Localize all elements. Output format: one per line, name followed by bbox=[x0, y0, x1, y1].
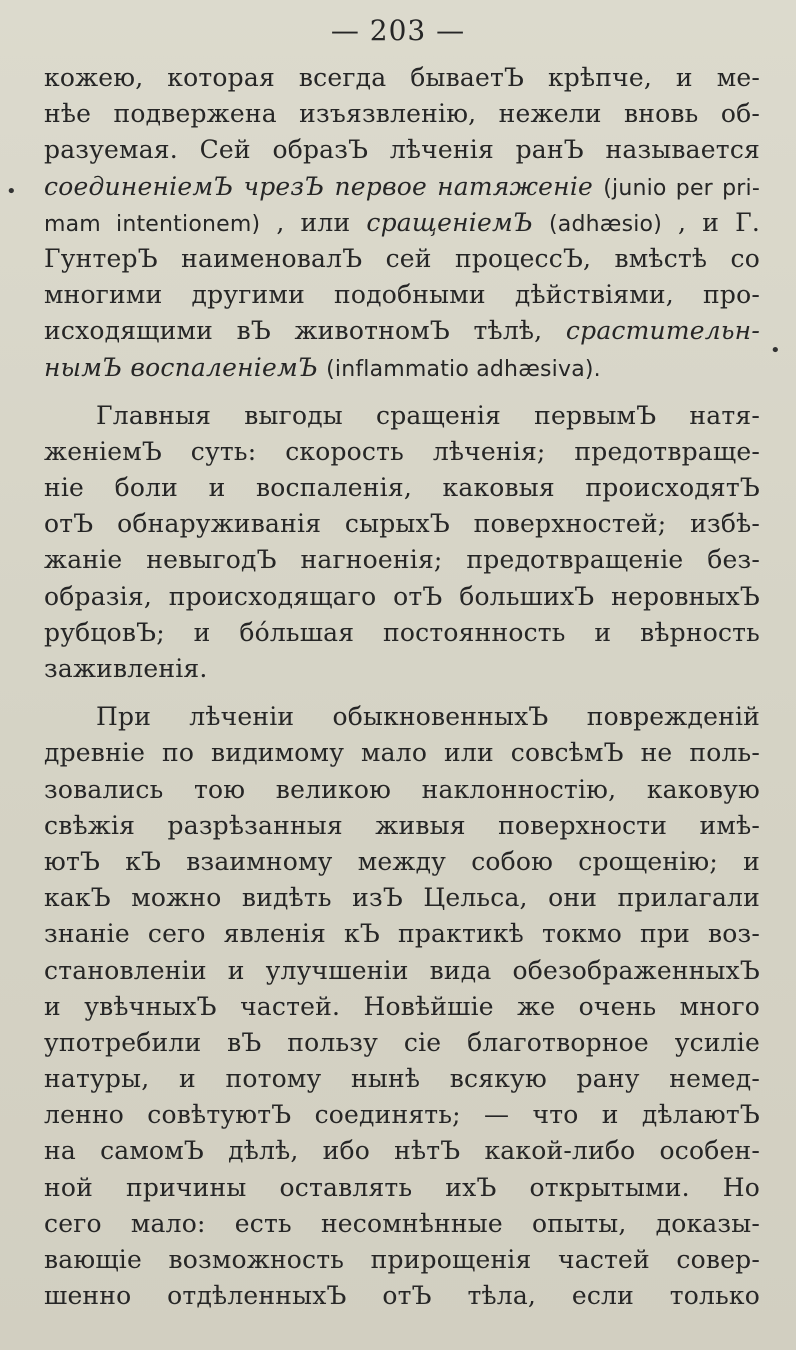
text-fragment: исходящими вЪ животномЪ тѣлѣ, bbox=[44, 316, 543, 346]
text-line: женіемЪ суть: скорость лѣченія; предотвраще- bbox=[44, 436, 760, 466]
text-line: какЪ можно видѣть изЪ Цельса, они прилагали bbox=[44, 883, 760, 913]
text-line: вающіе возможность прирощенія частей совер- bbox=[44, 1245, 760, 1274]
latin-term: (adhæsio) bbox=[549, 211, 662, 237]
text-line: шенно отдѣленныхЪ отЪ тѣла, если только bbox=[44, 1281, 760, 1311]
page-number: — 203 — bbox=[330, 14, 466, 47]
italic-term: сращеніемЪ bbox=[366, 207, 533, 237]
latin-term: (junio per pri- bbox=[603, 175, 760, 201]
text-line: отЪ обнаруживанія сырыхЪ поверхностей; избѣ- bbox=[44, 509, 760, 539]
text-line: ніе боли и воспаленія, каковыя происходятЪ bbox=[44, 473, 760, 503]
margin-mark: • bbox=[6, 181, 17, 202]
text-line: жаніе невыгодЪ нагноенія; предотвращеніе без- bbox=[44, 545, 760, 575]
italic-term: срастительн- bbox=[565, 316, 760, 346]
text-fragment: , или bbox=[276, 207, 351, 237]
text-line: ГунтерЪ наименовалЪ сей процессЪ, вмѣстѣ со bbox=[44, 243, 760, 273]
text-line: и увѣчныхЪ частей. Новѣйшіе же очень много bbox=[44, 991, 760, 1021]
text-line: ленно совѣтуютЪ соединять; — что и дѣлаютЪ bbox=[44, 1100, 760, 1130]
text-line: образія, происходящаго отЪ большихЪ неровныхЪ bbox=[44, 581, 760, 611]
latin-term: (inflammatio adhæsiva). bbox=[326, 356, 601, 382]
text-line: становленіи и улучшеніи вида обезображенныхЪ bbox=[44, 955, 760, 985]
text-line: употребили вЪ пользу сіе благотворное усиліе bbox=[44, 1027, 760, 1057]
text-line: зовались тою великою наклонностію, каковую bbox=[44, 774, 760, 804]
paragraph-gap bbox=[44, 687, 760, 699]
text-line: ной причины оставлять ихЪ открытыми. Но bbox=[44, 1172, 760, 1202]
paragraph-first-line: Главныя выгоды сращенія первымЪ натя- bbox=[96, 400, 760, 430]
paragraph-gap bbox=[44, 386, 760, 398]
text-line: заживленія. bbox=[44, 654, 208, 683]
latin-term: mam intentionem) bbox=[44, 211, 261, 237]
text-line: свѣжія разрѣзанныя живыя поверхности имѣ- bbox=[44, 810, 760, 840]
text-fragment: , и Г. bbox=[678, 207, 761, 237]
text-line: многими другими подобными дѣйствіями, про- bbox=[44, 280, 760, 310]
text-line: знаніе сего явленія кЪ практикѣ токмо при воз- bbox=[44, 919, 760, 949]
text-line: кожею, которая всегда бываетЪ крѣпче, и ме- bbox=[44, 63, 760, 92]
text-line bbox=[44, 169, 760, 205]
text-line: рубцовЪ; и бо́льшая постоянность и вѣрность bbox=[44, 617, 760, 647]
text-line: ютЪ кЪ взаимному между собою срощенію; и bbox=[44, 846, 760, 876]
text-line: нѣе подвержена изъязвленію, нежели вновь об- bbox=[44, 99, 760, 129]
paragraph-first-line: При лѣченіи обыкновенныхЪ поврежденій bbox=[96, 702, 760, 732]
text-line: древніе по видимому мало или совсѣмЪ не поль- bbox=[44, 738, 760, 768]
text-line: натуры, и потому нынѣ всякую рану немед- bbox=[44, 1064, 760, 1094]
text-line: сего мало: есть несомнѣнные опыты, доказы- bbox=[44, 1208, 760, 1238]
text-line bbox=[44, 205, 760, 241]
text-line bbox=[44, 350, 760, 386]
margin-mark: • bbox=[770, 340, 781, 361]
italic-term: нымЪ воспаленіемЪ bbox=[44, 352, 318, 382]
body-text bbox=[44, 60, 760, 1314]
text-line bbox=[44, 313, 760, 349]
italic-term: соединеніемЪ чрезЪ первое натяженіе bbox=[44, 171, 594, 201]
text-line: на самомЪ дѣлѣ, ибо нѣтЪ какой-либо особен- bbox=[44, 1136, 760, 1166]
text-line: разуемая. Сей образЪ лѣченія ранЪ называется bbox=[44, 135, 760, 165]
